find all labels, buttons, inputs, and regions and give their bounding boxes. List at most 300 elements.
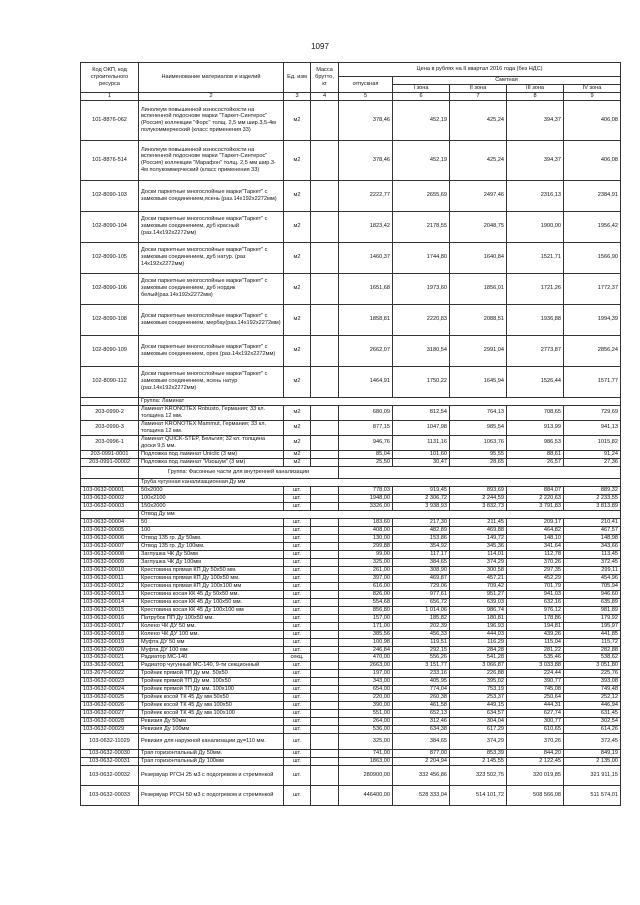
row-code: 103-0632-00026 — [81, 702, 139, 710]
row-price: 292,15 — [393, 646, 450, 654]
row-code: 103-0632-00009 — [81, 558, 139, 566]
row-price: 113,45 — [564, 550, 621, 558]
table-row — [81, 502, 621, 510]
table-row — [81, 686, 621, 694]
row-mass — [311, 582, 339, 590]
row-price: 304,04 — [450, 718, 507, 726]
row-price: 194,81 — [507, 622, 564, 630]
row-unit: шт. — [284, 638, 311, 646]
row-price: 250,64 — [507, 694, 564, 702]
header-price: Цена в рублях на II квартал 2016 года (без НДС) — [339, 63, 621, 77]
table-row — [81, 100, 621, 140]
row-price: 535,46 — [507, 654, 564, 662]
row-unit: шт. — [284, 542, 311, 550]
row-price: 209,17 — [507, 518, 564, 526]
row-name: Заглушка ЧК Ду 100мм — [139, 558, 284, 566]
title-code — [81, 466, 139, 478]
row-price: 1994,39 — [564, 304, 621, 335]
row-unit: шт. — [284, 486, 311, 494]
row-price: 2663,00 — [339, 662, 393, 670]
row-price: 390,77 — [507, 678, 564, 686]
table-row — [81, 534, 621, 542]
row-price: 1464,91 — [339, 366, 393, 397]
row-price: 1 014,06 — [393, 606, 450, 614]
row-mass — [311, 654, 339, 662]
table-row — [81, 494, 621, 502]
row-price: 372,45 — [564, 558, 621, 566]
row-price: 297,35 — [507, 566, 564, 574]
row-name: 150х2000 — [139, 502, 284, 510]
row-mass — [311, 614, 339, 622]
row-unit: шт. — [284, 582, 311, 590]
row-price: 233,16 — [393, 670, 450, 678]
row-name: Ламинат KRONOTEX Robusto, Германия; 33 кл. толщина 12 мм. — [139, 405, 284, 420]
header-mass: Масса брутто, кг — [311, 63, 339, 93]
row-price: 2384,91 — [564, 180, 621, 211]
row-name: Трап горизонтальный Ду 100мм — [139, 758, 284, 766]
row-price: 2497,46 — [450, 180, 507, 211]
row-mass — [311, 211, 339, 242]
table-row — [81, 420, 621, 435]
row-price: 439,26 — [507, 630, 564, 638]
row-code: 102-8090-106 — [81, 273, 139, 304]
row-unit: шт. — [284, 518, 311, 526]
row-price: 656,72 — [393, 598, 450, 606]
row-price: 2 135,00 — [564, 758, 621, 766]
row-price: 826,00 — [339, 590, 393, 598]
row-price: 1956,42 — [564, 211, 621, 242]
row-price: 3 151,77 — [393, 662, 450, 670]
row-name: Ламинат KRONOTEX Mammut, Германия; 33 кл. толщина 12 мм. — [139, 420, 284, 435]
row-price: 1744,80 — [393, 242, 450, 273]
row-price: 149,72 — [450, 534, 507, 542]
table-row — [81, 646, 621, 654]
row-price: 877,00 — [393, 750, 450, 758]
row-unit: шт. — [284, 678, 311, 686]
row-name: Доски паркетные многослойные марки"Таркет" с замковым соединением, дуб красный (раз.14х192х2272мм) — [139, 211, 284, 242]
row-price: 2655,69 — [393, 180, 450, 211]
row-price: 130,00 — [339, 534, 393, 542]
row-mass — [311, 598, 339, 606]
row-name: Доски паркетные многослойные марки"Таркет" с замковым соединением,ясень (раз.14х192х2272мм) — [139, 180, 284, 211]
row-price: 112,78 — [507, 550, 564, 558]
row-mass — [311, 335, 339, 366]
row-price: 2222,77 — [339, 180, 393, 211]
row-price: 321 911,15 — [564, 766, 621, 786]
row-price: 308,90 — [393, 566, 450, 574]
row-unit: м2 — [284, 420, 311, 435]
row-price: 119,51 — [393, 638, 450, 646]
table-row — [81, 598, 621, 606]
column-index: 4 — [311, 92, 339, 100]
row-mass — [311, 242, 339, 273]
row-price: 709,42 — [450, 582, 507, 590]
row-price: 25,50 — [339, 458, 393, 466]
row-price: 986,74 — [450, 606, 507, 614]
row-name: 50х2000 — [139, 486, 284, 494]
row-code: 103-0632-00016 — [81, 614, 139, 622]
table-row — [81, 590, 621, 598]
row-price: 1900,00 — [507, 211, 564, 242]
row-price: 2316,13 — [507, 180, 564, 211]
table-row — [81, 582, 621, 590]
row-price: 985,54 — [450, 420, 507, 435]
column-index: 8 — [507, 92, 564, 100]
row-price: 654,00 — [339, 686, 393, 694]
row-mass — [311, 662, 339, 670]
pipe-group-title-text: Труба чугунная канализационная Ду мм — [139, 478, 621, 486]
row-price: 853,39 — [450, 750, 507, 758]
row-code: 103-0632-00019 — [81, 638, 139, 646]
laminate-group-title — [81, 397, 621, 405]
row-price: 3 051,80 — [564, 662, 621, 670]
row-price: 976,12 — [507, 606, 564, 614]
row-unit: шт. — [284, 646, 311, 654]
row-price: 101,60 — [393, 450, 450, 458]
table-row — [81, 486, 621, 494]
row-price: 470,00 — [339, 654, 393, 662]
table-row — [81, 606, 621, 614]
row-price: 153,86 — [393, 534, 450, 542]
row-name: Доски паркетные многослойные марки"Таркет" с замковым соединением, ясень натур (раз.14х192х2272мм) — [139, 366, 284, 397]
row-price: 812,54 — [393, 405, 450, 420]
row-price: 115,04 — [507, 638, 564, 646]
row-code: 203-0990-2 — [81, 405, 139, 420]
row-price: 446,94 — [564, 702, 621, 710]
row-price: 2 145,55 — [450, 758, 507, 766]
row-price: 210,41 — [564, 518, 621, 526]
row-price: 302,54 — [564, 718, 621, 726]
row-mass — [311, 606, 339, 614]
row-price: 325,00 — [339, 734, 393, 750]
row-name: Тройник прямой ТП Ду мм. 50х50 — [139, 670, 284, 678]
row-name: Линолеум повышенной износостойкости на вспененной подоснове марки "Таркет-Синтерос" (Россия) коллекции "Марафон" толщ. 2,5 мм шир.3-4м полукоммерческий (класс применения 33) — [139, 140, 284, 180]
table-row — [81, 702, 621, 710]
row-code: 103-0632-00005 — [81, 526, 139, 534]
row-mass — [311, 450, 339, 458]
row-code: 103-0632-00003 — [81, 502, 139, 510]
row-price: 196,93 — [450, 622, 507, 630]
row-mass — [311, 366, 339, 397]
row-price: 299,88 — [339, 542, 393, 550]
row-price: 26,57 — [507, 458, 564, 466]
row-code: 102-8090-103 — [81, 180, 139, 211]
title-code — [81, 510, 139, 518]
title-code — [81, 397, 139, 405]
row-price: 941,03 — [507, 590, 564, 598]
row-price: 617,29 — [450, 726, 507, 734]
row-price: 220,00 — [339, 694, 393, 702]
row-code: 103-0632-00025 — [81, 694, 139, 702]
row-code: 102-8090-109 — [81, 335, 139, 366]
row-mass — [311, 558, 339, 566]
row-mass — [311, 758, 339, 766]
row-mass — [311, 526, 339, 534]
row-price: 3 066,87 — [450, 662, 507, 670]
row-code: 101-8876-062 — [81, 100, 139, 140]
header-unit: Ед. изм — [284, 63, 311, 93]
row-price: 148,98 — [564, 534, 621, 542]
row-price: 3 832,73 — [450, 502, 507, 510]
row-price: 444,03 — [450, 630, 507, 638]
row-price: 464,82 — [507, 526, 564, 534]
table-row — [81, 458, 621, 466]
row-name: Заглушка ЧК Ду 50мм — [139, 550, 284, 558]
row-mass — [311, 622, 339, 630]
row-price: 844,20 — [507, 750, 564, 758]
row-price: 332 456,86 — [393, 766, 450, 786]
row-price: 2991,04 — [450, 335, 507, 366]
row-price: 514 101,72 — [450, 786, 507, 806]
row-price: 91,24 — [564, 450, 621, 458]
row-price: 384,65 — [393, 734, 450, 750]
row-price: 913,99 — [507, 420, 564, 435]
row-price: 441,85 — [564, 630, 621, 638]
row-mass — [311, 550, 339, 558]
row-name: 100х2100 — [139, 494, 284, 502]
row-price: 753,19 — [450, 686, 507, 694]
row-mass — [311, 702, 339, 710]
table-row — [81, 566, 621, 574]
row-price: 117,17 — [393, 550, 450, 558]
row-name: Резервуар РГСН 25 м3 с подогревом и стремянкой — [139, 766, 284, 786]
row-price: 946,60 — [564, 590, 621, 598]
row-price: 325,00 — [339, 558, 393, 566]
row-price: 467,57 — [564, 526, 621, 534]
header-zone-1: I зона — [393, 84, 450, 92]
table-row — [81, 242, 621, 273]
row-price: 1571,77 — [564, 366, 621, 397]
row-price: 454,96 — [564, 574, 621, 582]
row-price: 395,02 — [450, 678, 507, 686]
header-zone-4: IV зона — [564, 84, 621, 92]
row-unit: шт. — [284, 614, 311, 622]
row-code: 103-0632-00001 — [81, 486, 139, 494]
row-price: 632,16 — [507, 598, 564, 606]
row-price: 889,32 — [564, 486, 621, 494]
row-price: 877,15 — [339, 420, 393, 435]
row-name: Колено ЧК ДУ 100 мм. — [139, 630, 284, 638]
row-name: Муфта ДУ 50 мм — [139, 638, 284, 646]
table-row — [81, 140, 621, 180]
row-price: 764,13 — [450, 405, 507, 420]
row-name: Трап горизонтальный Ду 50мм. — [139, 750, 284, 758]
table-row — [81, 678, 621, 686]
row-price: 211,45 — [450, 518, 507, 526]
row-price: 2773,87 — [507, 335, 564, 366]
table-row — [81, 518, 621, 526]
row-price: 179,92 — [564, 614, 621, 622]
row-price: 100,98 — [339, 638, 393, 646]
row-code: 103-0632-00013 — [81, 590, 139, 598]
row-price: 197,00 — [339, 670, 393, 678]
row-price: 2 204,94 — [393, 758, 450, 766]
row-mass — [311, 710, 339, 718]
row-price: 469,88 — [450, 526, 507, 534]
row-price: 457,21 — [450, 574, 507, 582]
row-code: 103-0632-00023 — [81, 678, 139, 686]
row-unit: шт. — [284, 786, 311, 806]
row-price: 856,80 — [339, 606, 393, 614]
price-table — [80, 62, 621, 806]
row-price: 30,47 — [393, 458, 450, 466]
bend-group-title — [81, 510, 621, 518]
row-code: 203-0996-1 — [81, 435, 139, 450]
row-unit: шт. — [284, 734, 311, 750]
row-mass — [311, 646, 339, 654]
sewer-group-title — [81, 466, 621, 478]
row-unit: м2 — [284, 273, 311, 304]
row-price: 2088,51 — [450, 304, 507, 335]
row-unit: м2 — [284, 458, 311, 466]
row-code: 103-0632-00020 — [81, 646, 139, 654]
row-name: Отвод 135 гр. Ду 100мм. — [139, 542, 284, 550]
row-price: 1948,00 — [339, 494, 393, 502]
row-name: Патрубок ПП Ду 100х50 мм. — [139, 614, 284, 622]
row-mass — [311, 405, 339, 420]
row-code: 103-0632-00015 — [81, 606, 139, 614]
row-code: 103-0632-00018 — [81, 630, 139, 638]
row-unit: м2 — [284, 435, 311, 450]
table-row — [81, 662, 621, 670]
row-unit: м2 — [284, 335, 311, 366]
row-price: 2 220,63 — [507, 494, 564, 502]
header-release: отпускная — [339, 77, 393, 93]
row-name: Радиатор МС-140 — [139, 654, 284, 662]
row-price: 729,06 — [393, 582, 450, 590]
row-price: 631,45 — [564, 710, 621, 718]
row-price: 378,46 — [339, 140, 393, 180]
row-unit: шт. — [284, 494, 311, 502]
row-price: 3 791,83 — [507, 502, 564, 510]
row-mass — [311, 420, 339, 435]
row-unit: шт. — [284, 726, 311, 734]
row-name: Крестовина прямая КП Ду 50х50 мм. — [139, 566, 284, 574]
row-price: 3326,00 — [339, 502, 393, 510]
row-price: 482,89 — [393, 526, 450, 534]
row-code: 102-8090-104 — [81, 211, 139, 242]
row-price: 261,00 — [339, 566, 393, 574]
row-price: 941,13 — [564, 420, 621, 435]
row-price: 88,61 — [507, 450, 564, 458]
row-unit: шт. — [284, 566, 311, 574]
row-price: 374,29 — [450, 734, 507, 750]
table-row — [81, 435, 621, 450]
row-price: 444,31 — [507, 702, 564, 710]
row-unit: шт. — [284, 550, 311, 558]
row-unit: м2 — [284, 450, 311, 458]
row-price: 1521,71 — [507, 242, 564, 273]
table-row — [81, 630, 621, 638]
row-price: 3 813,89 — [564, 502, 621, 510]
row-mass — [311, 734, 339, 750]
table-row — [81, 734, 621, 750]
row-code: 103-0632-00033 — [81, 786, 139, 806]
row-code: 103-0632-00014 — [81, 598, 139, 606]
row-price: 264,00 — [339, 718, 393, 726]
row-name: Отвод 135 гр. Ду 50мм. — [139, 534, 284, 542]
row-mass — [311, 100, 339, 140]
row-price: 1823,42 — [339, 211, 393, 242]
row-price: 2662,07 — [339, 335, 393, 366]
row-price: 1772,37 — [564, 273, 621, 304]
row-code: 203-0991-0001 — [81, 450, 139, 458]
column-index-row — [81, 92, 621, 100]
row-price: 406,08 — [564, 140, 621, 180]
row-code: 103-3632-00021 — [81, 662, 139, 670]
row-price: 372,45 — [564, 734, 621, 750]
row-mass — [311, 694, 339, 702]
row-unit: шт. — [284, 558, 311, 566]
table-row — [81, 786, 621, 806]
table-row — [81, 726, 621, 734]
row-price: 461,58 — [393, 702, 450, 710]
row-price: 185,82 — [393, 614, 450, 622]
row-price: 397,00 — [339, 574, 393, 582]
table-row — [81, 273, 621, 304]
row-unit: шт. — [284, 630, 311, 638]
row-price: 745,08 — [507, 686, 564, 694]
row-name: Доски паркетные многослойные марки"Таркет" с замковым соединением, орех (раз.14х192х2272мм) — [139, 335, 284, 366]
row-price: 3180,54 — [393, 335, 450, 366]
row-code: 102-8090-108 — [81, 304, 139, 335]
row-price: 1640,84 — [450, 242, 507, 273]
row-price: 253,37 — [450, 694, 507, 702]
row-price: 919,45 — [393, 486, 450, 494]
row-price: 1856,01 — [450, 273, 507, 304]
row-mass — [311, 502, 339, 510]
row-price: 986,53 — [507, 435, 564, 450]
row-unit: шт. — [284, 710, 311, 718]
row-unit: м2 — [284, 211, 311, 242]
row-price: 394,37 — [507, 140, 564, 180]
header-name: Наименование материалов и изделий — [139, 63, 284, 93]
column-index: 2 — [139, 92, 284, 100]
row-name: Крестовина косая КК 45 Ду 100х50 мм. — [139, 598, 284, 606]
row-price: 729,69 — [564, 405, 621, 420]
row-price: 1721,26 — [507, 273, 564, 304]
row-price: 635,89 — [564, 598, 621, 606]
price-table-body — [81, 63, 621, 806]
row-price: 541,28 — [450, 654, 507, 662]
row-unit: шт. — [284, 758, 311, 766]
row-price: 385,56 — [339, 630, 393, 638]
row-price: 680,09 — [339, 405, 393, 420]
row-price: 2048,75 — [450, 211, 507, 242]
row-price: 1047,98 — [393, 420, 450, 435]
row-price: 282,88 — [564, 646, 621, 654]
row-price: 893,69 — [450, 486, 507, 494]
table-row — [81, 558, 621, 566]
row-price: 1566,90 — [564, 242, 621, 273]
row-price: 115,72 — [564, 638, 621, 646]
row-code: 103-0632-00028 — [81, 718, 139, 726]
row-code: 103-0632-00008 — [81, 550, 139, 558]
row-code: 103-0632-00021 — [81, 654, 139, 662]
row-code: 103-0632-00010 — [81, 566, 139, 574]
row-code: 102-8090-105 — [81, 242, 139, 273]
row-price: 511 574,01 — [564, 786, 621, 806]
row-code: 101-8876-514 — [81, 140, 139, 180]
row-price: 225,76 — [564, 670, 621, 678]
row-name: Тройник косой ТК 45 Ду мм 100х50 — [139, 702, 284, 710]
row-mass — [311, 678, 339, 686]
row-price: 452,19 — [393, 100, 450, 140]
row-unit: шт. — [284, 670, 311, 678]
row-mass — [311, 542, 339, 550]
row-name: Резервуар РГСН 50 м3 с подогревом и стремянкой — [139, 786, 284, 806]
row-price: 374,29 — [450, 558, 507, 566]
